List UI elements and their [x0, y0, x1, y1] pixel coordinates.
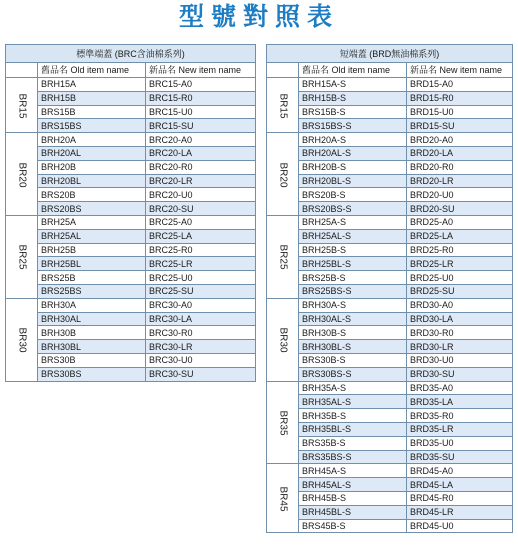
old-item-name: BRS45B-S [299, 519, 407, 533]
group-label-text: BR45 [277, 486, 289, 512]
table-row [267, 491, 513, 505]
table-row [267, 422, 513, 436]
table-row [6, 298, 256, 312]
table-row [6, 284, 256, 298]
table-row [6, 91, 256, 105]
table-row [267, 353, 513, 367]
table-row [6, 160, 256, 174]
old-item-name: BRS15B-S [299, 105, 407, 119]
old-item-name: BRH35A-S [299, 381, 407, 395]
old-item-name: BRS20BS [38, 202, 146, 216]
new-item-name: BRD15-SU [407, 119, 513, 133]
old-item-name: BRS25BS [38, 284, 146, 298]
new-item-name: BRD20-A0 [407, 133, 513, 147]
old-item-name: BRS30B-S [299, 353, 407, 367]
new-item-name: BRC20-R0 [146, 160, 256, 174]
old-item-name: BRH30BL [38, 340, 146, 354]
new-item-name: BRC20-LA [146, 146, 256, 160]
table-row [6, 257, 256, 271]
table-row [267, 519, 513, 533]
table-row [267, 243, 513, 257]
new-item-name: BRD35-SU [407, 450, 513, 464]
old-item-name: BRS30B [38, 353, 146, 367]
old-item-name: BRH45A-S [299, 464, 407, 478]
old-item-name: BRH20B [38, 160, 146, 174]
old-item-name: BRH30AL [38, 312, 146, 326]
group-label-text: BR15 [277, 93, 289, 119]
group-label [267, 133, 299, 216]
table-row [267, 395, 513, 409]
new-item-name: BRC25-U0 [146, 271, 256, 285]
old-item-name: BRH15B-S [299, 91, 407, 105]
table-row [6, 243, 256, 257]
new-item-name: BRD25-A0 [407, 215, 513, 229]
table-row [6, 78, 256, 92]
new-item-name: BRD45-A0 [407, 464, 513, 478]
old-item-name: BRS15BS [38, 119, 146, 133]
table-row [6, 119, 256, 133]
new-item-name: BRC30-LR [146, 340, 256, 354]
group-label-text: BR30 [16, 327, 28, 353]
new-item-name: BRD20-R0 [407, 160, 513, 174]
table-header: 短端蓋 (BRD無油棉系列) [267, 45, 513, 63]
old-item-name: BRS25BS-S [299, 284, 407, 298]
old-item-name: BRH30AL-S [299, 312, 407, 326]
old-item-name: BRS30BS-S [299, 367, 407, 381]
table-row [6, 271, 256, 285]
new-item-name: BRD25-SU [407, 284, 513, 298]
new-item-name: BRD30-U0 [407, 353, 513, 367]
table-row [6, 326, 256, 340]
table-row [267, 257, 513, 271]
old-item-name: BRS25B-S [299, 271, 407, 285]
new-item-name: BRC30-LA [146, 312, 256, 326]
group-label-text: BR20 [16, 162, 28, 188]
new-item-name: BRC30-A0 [146, 298, 256, 312]
table-row [267, 464, 513, 478]
new-item-name: BRC30-SU [146, 367, 256, 381]
table-row [267, 229, 513, 243]
new-name-column-header: 新品名 New item name [407, 63, 513, 78]
old-item-name: BRS20B-S [299, 188, 407, 202]
new-item-name: BRD25-LA [407, 229, 513, 243]
new-item-name: BRD15-R0 [407, 91, 513, 105]
new-item-name: BRD35-LA [407, 395, 513, 409]
new-name-column-header: 新品名 New item name [146, 63, 256, 78]
group-label [6, 215, 38, 298]
group-label [267, 381, 299, 464]
old-item-name: BRH20A [38, 133, 146, 147]
table-row [6, 202, 256, 216]
new-item-name: BRC15-U0 [146, 105, 256, 119]
new-item-name: BRD45-R0 [407, 491, 513, 505]
new-item-name: BRC25-A0 [146, 215, 256, 229]
table-row [267, 188, 513, 202]
table-row [267, 478, 513, 492]
group-label [6, 78, 38, 133]
old-item-name: BRH35BL-S [299, 422, 407, 436]
new-item-name: BRC15-SU [146, 119, 256, 133]
table-row [6, 367, 256, 381]
new-item-name: BRC20-SU [146, 202, 256, 216]
table-row [267, 160, 513, 174]
new-item-name: BRD45-LR [407, 505, 513, 519]
short-cap-table [266, 44, 513, 533]
old-item-name: BRH45B-S [299, 491, 407, 505]
standard-cap-table [5, 44, 256, 382]
old-item-name: BRS15B [38, 105, 146, 119]
new-item-name: BRD30-LR [407, 340, 513, 354]
group-label [267, 464, 299, 533]
table-row [267, 298, 513, 312]
table-body [267, 78, 513, 533]
new-item-name: BRC25-LR [146, 257, 256, 271]
new-item-name: BRD15-A0 [407, 78, 513, 92]
new-item-name: BRD30-A0 [407, 298, 513, 312]
new-item-name: BRD30-SU [407, 367, 513, 381]
old-item-name: BRH25B [38, 243, 146, 257]
table-row [267, 119, 513, 133]
old-item-name: BRS15BS-S [299, 119, 407, 133]
old-item-name: BRS30BS [38, 367, 146, 381]
table-row [267, 271, 513, 285]
table-row [267, 340, 513, 354]
old-item-name: BRS35BS-S [299, 450, 407, 464]
new-item-name: BRC30-R0 [146, 326, 256, 340]
old-item-name: BRS20B [38, 188, 146, 202]
new-item-name: BRD30-LA [407, 312, 513, 326]
old-item-name: BRH20AL-S [299, 146, 407, 160]
old-item-name: BRH30A [38, 298, 146, 312]
old-item-name: BRH25A-S [299, 215, 407, 229]
old-item-name: BRH20BL [38, 174, 146, 188]
old-item-name: BRH20BL-S [299, 174, 407, 188]
table-row [6, 174, 256, 188]
new-item-name: BRD15-U0 [407, 105, 513, 119]
old-item-name: BRH30BL-S [299, 340, 407, 354]
table-row [267, 505, 513, 519]
old-item-name: BRH30B [38, 326, 146, 340]
old-item-name: BRH30A-S [299, 298, 407, 312]
group-label-text: BR25 [277, 244, 289, 270]
new-item-name: BRC25-LA [146, 229, 256, 243]
table-row [267, 326, 513, 340]
old-item-name: BRH15A-S [299, 78, 407, 92]
page-title: 型號對照表 [178, 2, 339, 31]
table-row [267, 105, 513, 119]
new-item-name: BRD35-A0 [407, 381, 513, 395]
group-label-text: BR30 [277, 327, 289, 353]
table-row [267, 381, 513, 395]
new-item-name: BRC20-A0 [146, 133, 256, 147]
table-row [267, 174, 513, 188]
table-row [6, 188, 256, 202]
new-item-name: BRD20-U0 [407, 188, 513, 202]
old-item-name: BRH30B-S [299, 326, 407, 340]
table-row [267, 215, 513, 229]
table-row [267, 409, 513, 423]
group-label-text: BR15 [16, 93, 28, 119]
new-item-name: BRC15-R0 [146, 91, 256, 105]
new-item-name: BRD20-SU [407, 202, 513, 216]
group-column-header [6, 63, 38, 78]
table-row [267, 436, 513, 450]
old-item-name: BRH45BL-S [299, 505, 407, 519]
new-item-name: BRC20-LR [146, 174, 256, 188]
old-item-name: BRH20A-S [299, 133, 407, 147]
table-row [6, 340, 256, 354]
old-item-name: BRH25B-S [299, 243, 407, 257]
table-row [6, 146, 256, 160]
old-name-column-header: 舊品名 Old item name [299, 63, 407, 78]
old-item-name: BRH25BL-S [299, 257, 407, 271]
old-item-name: BRH35AL-S [299, 395, 407, 409]
table-row [6, 229, 256, 243]
table-row [6, 353, 256, 367]
group-column-header [267, 63, 299, 78]
group-label [6, 298, 38, 381]
new-item-name: BRD35-U0 [407, 436, 513, 450]
new-item-name: BRC25-SU [146, 284, 256, 298]
table-row [6, 133, 256, 147]
old-item-name: BRS35B-S [299, 436, 407, 450]
group-label-text: BR20 [277, 162, 289, 188]
table-row [267, 367, 513, 381]
old-item-name: BRH25A [38, 215, 146, 229]
new-item-name: BRD45-LA [407, 478, 513, 492]
old-item-name: BRH35B-S [299, 409, 407, 423]
table-row [6, 215, 256, 229]
new-item-name: BRC20-U0 [146, 188, 256, 202]
table-row [267, 146, 513, 160]
new-item-name: BRD25-U0 [407, 271, 513, 285]
old-item-name: BRS25B [38, 271, 146, 285]
new-item-name: BRD45-U0 [407, 519, 513, 533]
old-item-name: BRH20B-S [299, 160, 407, 174]
old-item-name: BRH25BL [38, 257, 146, 271]
group-label [6, 133, 38, 216]
new-item-name: BRD20-LR [407, 174, 513, 188]
group-label [267, 78, 299, 133]
old-item-name: BRH20AL [38, 146, 146, 160]
new-item-name: BRD25-LR [407, 257, 513, 271]
new-item-name: BRD25-R0 [407, 243, 513, 257]
group-label-text: BR25 [16, 244, 28, 270]
table-row [267, 450, 513, 464]
old-item-name: BRH15B [38, 91, 146, 105]
table-row [267, 202, 513, 216]
new-item-name: BRC30-U0 [146, 353, 256, 367]
new-item-name: BRD35-R0 [407, 409, 513, 423]
new-item-name: BRC15-A0 [146, 78, 256, 92]
new-item-name: BRD30-R0 [407, 326, 513, 340]
table-row [6, 105, 256, 119]
table-body [6, 78, 256, 382]
table-row [267, 78, 513, 92]
old-name-column-header: 舊品名 Old item name [38, 63, 146, 78]
table-header: 標準端蓋 (BRC含油棉系列) [6, 45, 256, 63]
old-item-name: BRH45AL-S [299, 478, 407, 492]
new-item-name: BRD35-LR [407, 422, 513, 436]
group-label [267, 298, 299, 381]
old-item-name: BRH15A [38, 78, 146, 92]
table-row [267, 312, 513, 326]
table-row [267, 133, 513, 147]
table-row [267, 91, 513, 105]
table-row [267, 284, 513, 298]
group-label-text: BR35 [277, 410, 289, 436]
old-item-name: BRH25AL [38, 229, 146, 243]
new-item-name: BRC25-R0 [146, 243, 256, 257]
table-row [6, 312, 256, 326]
new-item-name: BRD20-LA [407, 146, 513, 160]
old-item-name: BRS20BS-S [299, 202, 407, 216]
group-label [267, 215, 299, 298]
old-item-name: BRH25AL-S [299, 229, 407, 243]
